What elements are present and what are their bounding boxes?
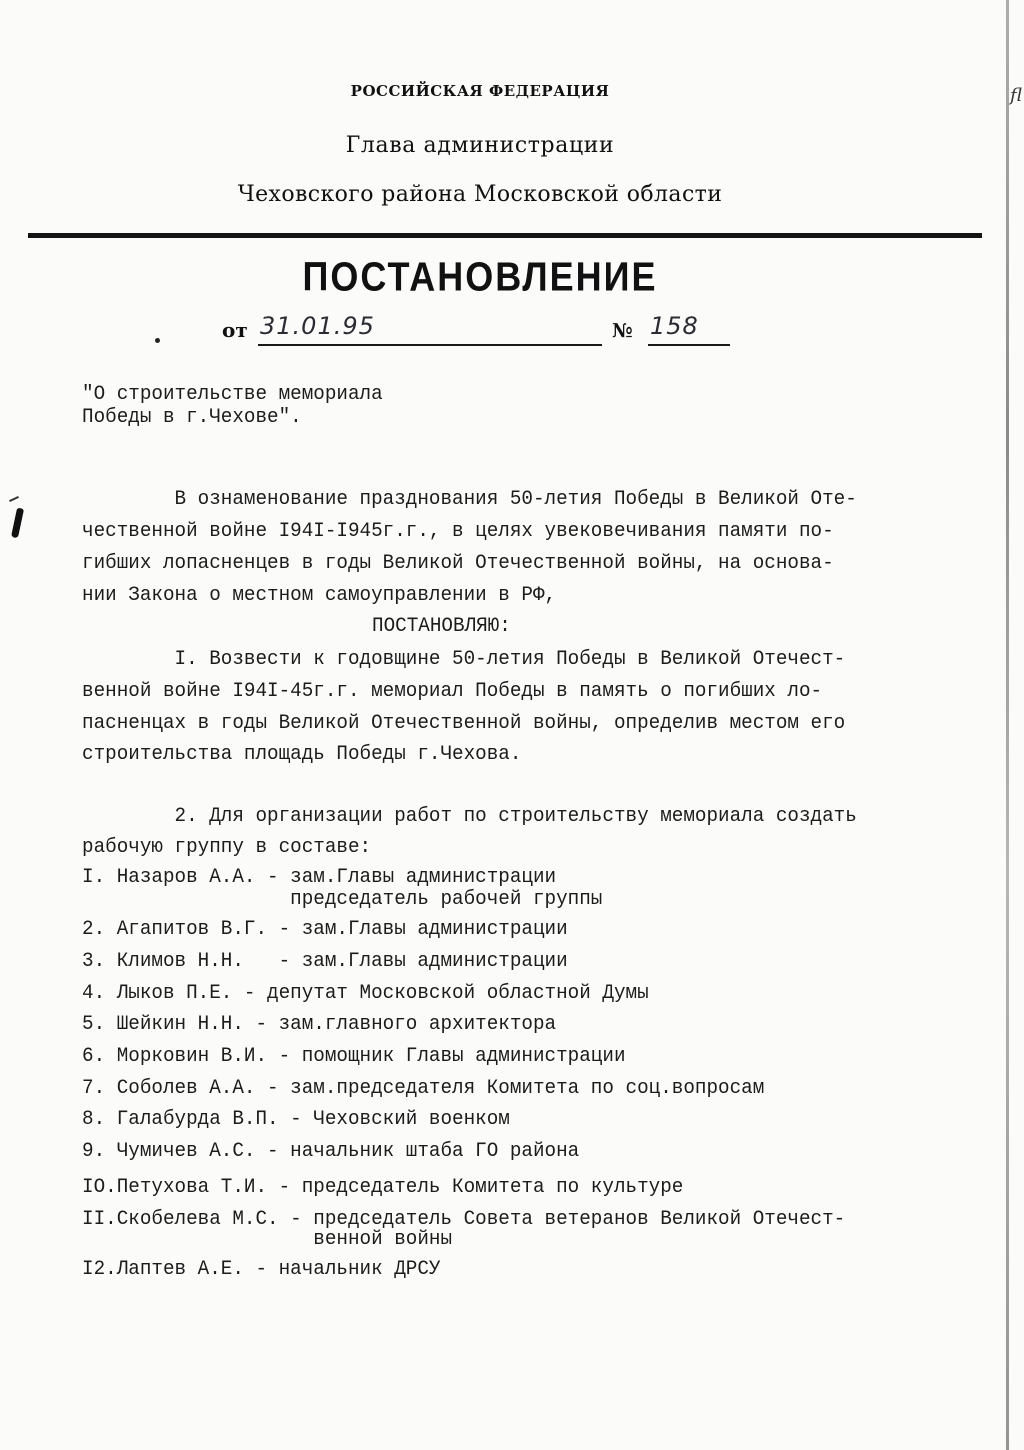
resolve-heading: ПОСТАНОВЛЯЮ: <box>372 615 511 638</box>
clause1-line: пасненцах в годы Великой Отечественной войны, определив местом его <box>82 712 846 735</box>
page-edge-shadow <box>1006 0 1009 1450</box>
clause2-line: 2. Для организации работ по строительству мемориала создать <box>82 805 857 828</box>
subject-line: Победы в г.Чехове". <box>82 406 302 429</box>
number-prefix: № <box>612 320 633 342</box>
clause1-line: I. Возвести к годовщине 50-летия Победы в Великой Отечест- <box>82 648 846 671</box>
preamble-line: нии Закона о местном самоуправлении в РФ, <box>82 584 557 607</box>
clause1-line: венной войне I94I-45г.г. мемориал Победы в память о погибших ло- <box>82 680 823 703</box>
date-field <box>258 312 602 346</box>
member-item-cont: председатель рабочей группы <box>82 888 603 911</box>
clause2-line: рабочую группу в составе: <box>82 836 372 859</box>
member-item: II.Скобелева М.С. - председатель Совета ветеранов Великой Отечест- <box>82 1208 846 1231</box>
member-item-cont: венной войны <box>82 1228 453 1251</box>
member-item: I. Назаров А.А. - зам.Главы администрации <box>82 866 557 889</box>
member-item: 6. Морковин В.И. - помощник Главы администрации <box>82 1045 626 1068</box>
header-divider <box>28 233 982 238</box>
subject-line: "О строительстве мемориала <box>82 383 383 406</box>
clause1-line: строительства площадь Победы г.Чехова. <box>82 743 522 766</box>
member-item: 3. Климов Н.Н. - зам.Главы администрации <box>82 950 568 973</box>
member-item: 7. Соболев А.А. - зам.председателя Комитета по соц.вопросам <box>82 1077 765 1100</box>
header-country: РОССИЙСКАЯ ФЕДЕРАЦИЯ <box>350 82 610 100</box>
document-title: ПОСТАНОВЛЕНИЕ <box>302 253 658 300</box>
date-prefix: от <box>222 318 248 342</box>
member-item: 2. Агапитов В.Г. - зам.Главы администрации <box>82 918 568 941</box>
date-handwritten: 31.01.95 <box>260 312 375 340</box>
preamble-line: В ознаменование празднования 50-летия Победы в Великой Оте- <box>82 488 857 511</box>
member-item: I2.Лаптев А.Е. - начальник ДРСУ <box>82 1258 441 1281</box>
stray-dot <box>155 338 160 343</box>
member-item: 4. Лыков П.Е. - депутат Московской областной Думы <box>82 982 649 1005</box>
member-item: 8. Галабурда В.П. - Чеховский военком <box>82 1108 510 1131</box>
punch-mark <box>11 508 24 539</box>
punch-mark <box>9 496 19 502</box>
header-authority: Глава администрации <box>345 133 615 158</box>
preamble-line: гибших лопасненцев в годы Великой Отечественной войны, на основа- <box>82 552 834 575</box>
preamble-line: чественной войне I94I-I945г.г., в целях увековечивания памяти по- <box>82 520 834 543</box>
member-item: 5. Шейкин Н.Н. - зам.главного архитектора <box>82 1013 557 1036</box>
header-district: Чеховского района Московской области <box>237 182 723 207</box>
member-item: IO.Петухова Т.И. - председатель Комитета по культуре <box>82 1176 684 1199</box>
margin-handwritten-note: fl <box>1010 85 1023 106</box>
number-handwritten: 158 <box>650 312 699 340</box>
member-item: 9. Чумичев А.С. - начальник штаба ГО района <box>82 1140 580 1163</box>
number-field <box>648 312 730 346</box>
